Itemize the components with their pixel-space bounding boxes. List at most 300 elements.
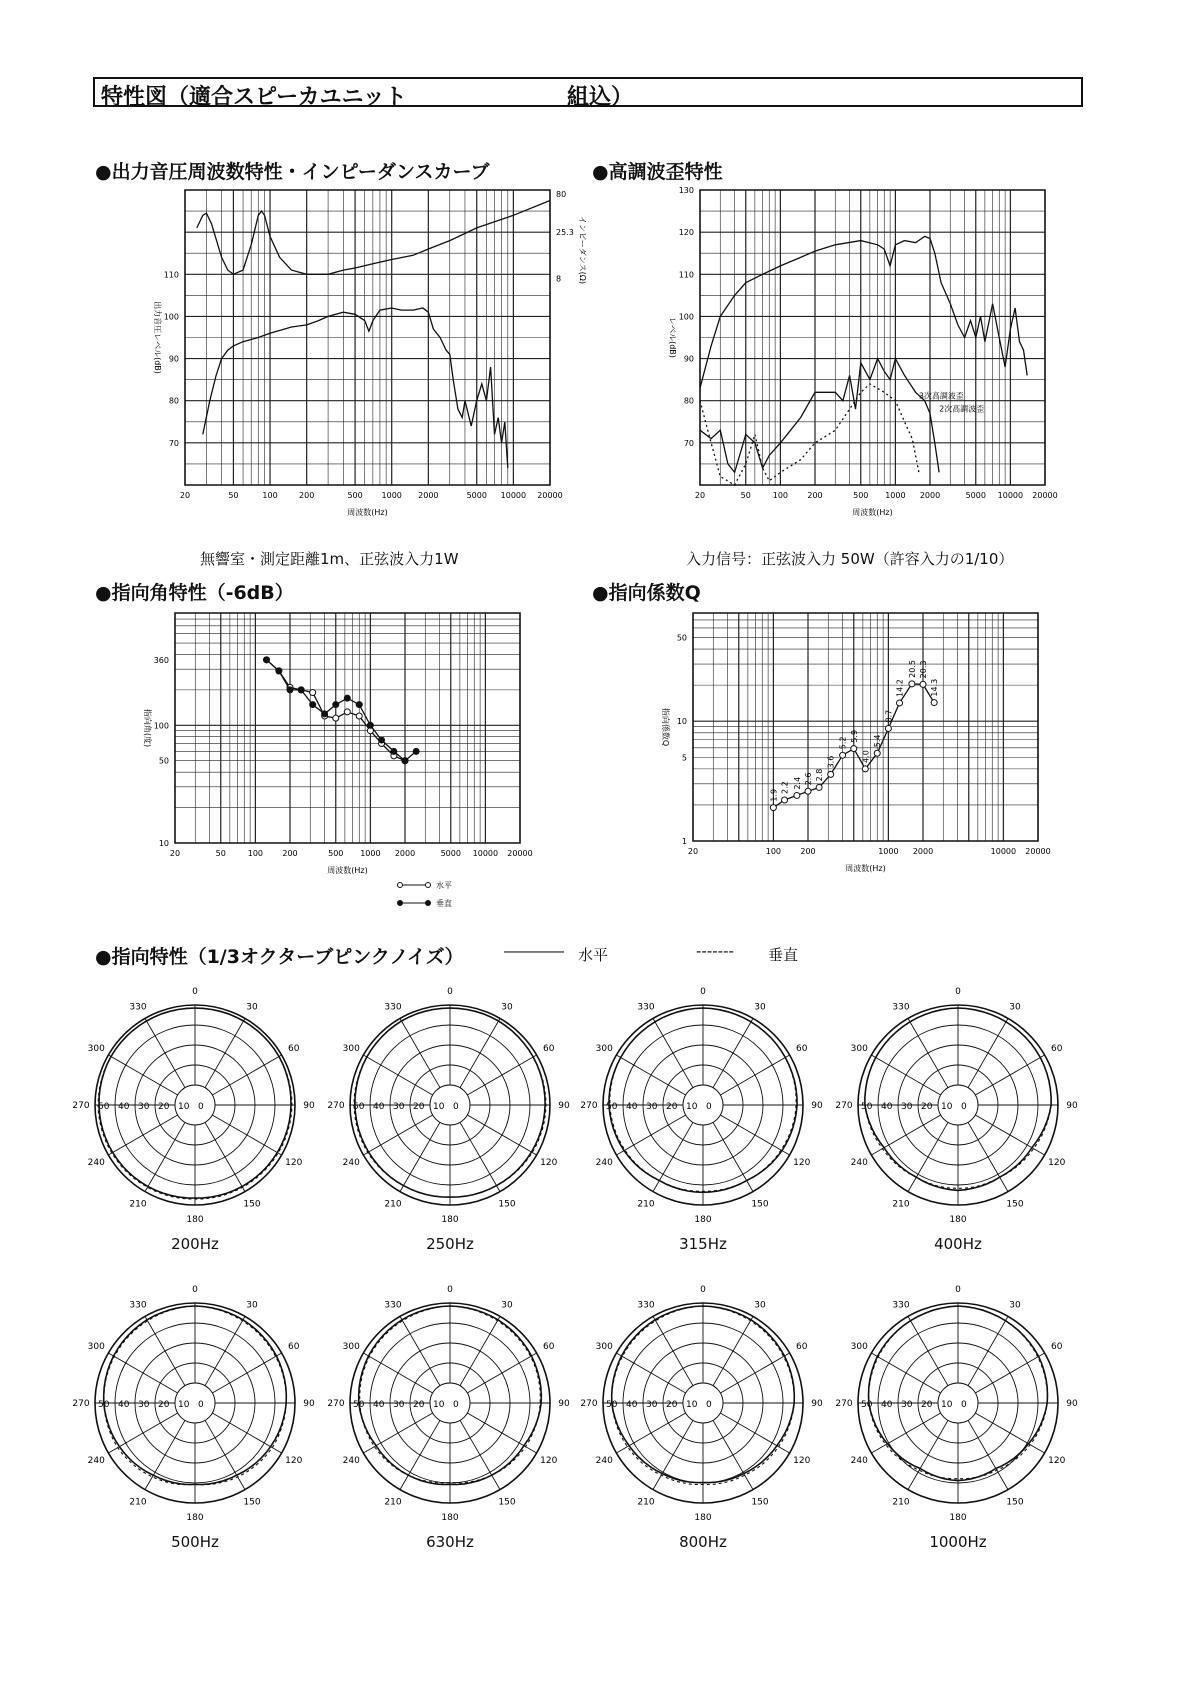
q-point (885, 725, 891, 731)
harmonic-chart (660, 180, 1100, 550)
polar-plot-200Hz (65, 975, 325, 1235)
q-grid (693, 613, 1038, 841)
freq_response-grid (185, 190, 550, 485)
polar-angle-label: 90 (811, 1399, 823, 1409)
q-data-label: 5.9 (849, 729, 859, 743)
polar-angle-label: 0 (955, 987, 961, 997)
polar-angle-label: 180 (694, 1513, 712, 1523)
polar-radial-label: 30 (646, 1400, 658, 1410)
polar-angle-label: 240 (87, 1456, 105, 1466)
polar-radial-label: 40 (373, 1102, 385, 1112)
polar-spoke (212, 1055, 281, 1095)
freq-response-chart (125, 180, 587, 550)
polar-angle-label: 30 (246, 1002, 258, 1013)
polar-angle-label: 0 (955, 1285, 961, 1295)
polar-radial-label: 10 (178, 1400, 190, 1410)
polar-radial-label: 20 (158, 1102, 170, 1112)
beamwidth-xtick-label: 2000 (394, 849, 416, 858)
polar-spoke (713, 1316, 753, 1385)
polar-angle-label: 240 (850, 1158, 868, 1168)
q-data-label: 2.4 (792, 776, 802, 790)
q-data-label: 2.2 (780, 781, 790, 794)
polar-frequency-label: 200Hz (171, 1235, 219, 1253)
polar-title: ●指向特性（1/3オクターブピンクノイズ） (95, 946, 464, 968)
polar-spoke (460, 1122, 500, 1191)
beamwidth-chart (145, 605, 565, 925)
polar-radial-label: 40 (118, 1102, 130, 1112)
beamwidth-series-1-point (413, 748, 419, 754)
polar-spoke (720, 1055, 789, 1095)
polar-angle-label: 30 (754, 1002, 766, 1013)
q-point (862, 766, 868, 772)
polar-angle-label: 0 (192, 1285, 198, 1295)
polar-radial-label: 30 (646, 1102, 658, 1112)
polar-spoke (653, 1018, 693, 1087)
polar-frequency-label: 250Hz (426, 1235, 474, 1253)
harmonic-caption: 入力信号：正弦波入力 50W（許容入力の1/10） (686, 550, 1014, 568)
beamwidth-xtick-label: 10000 (472, 849, 499, 858)
polar-spoke (616, 1055, 685, 1095)
polar-spoke (616, 1115, 685, 1155)
polar-angle-label: 240 (595, 1456, 613, 1466)
polar-angle-label: 90 (811, 1101, 823, 1111)
polar-angle-label: 240 (595, 1158, 613, 1168)
polar-spoke (713, 1420, 753, 1489)
q-xlabel: 周波数(Hz) (845, 864, 886, 873)
polar-plot-500Hz (65, 1273, 325, 1533)
q-ytick-label: 10 (676, 717, 687, 727)
polar-angle-label: 270 (72, 1101, 90, 1111)
polar-spoke (616, 1353, 685, 1393)
q-data-label: 2.6 (804, 772, 813, 786)
harmonic-ytick-label: 130 (678, 186, 694, 195)
polar-angle-label: 270 (580, 1101, 598, 1111)
polar-angle-label: 0 (447, 987, 453, 997)
polar-radial-label: 0 (706, 1400, 712, 1410)
polar-spoke (205, 1122, 245, 1191)
polar-spoke (467, 1353, 536, 1393)
harmonic-xtick-label: 2000 (919, 491, 941, 500)
polar-radial-label: 0 (453, 1102, 459, 1112)
q-title: ●指向係数Q (592, 582, 701, 604)
polar-angle-label: 330 (129, 1002, 147, 1013)
polar-spoke (713, 1018, 753, 1087)
polar-frequency-label: 630Hz (426, 1533, 474, 1551)
polar-plot-1000Hz (828, 1273, 1088, 1533)
beamwidth-legend-v-label: 垂直 (436, 899, 452, 908)
polar-angle-label: 210 (129, 1199, 147, 1210)
freq_response-ytick-label: 110 (163, 270, 179, 280)
harmonic-xtick-label: 50 (740, 491, 751, 500)
polar-angle-label: 0 (192, 987, 198, 997)
polar-angle-label: 120 (1048, 1158, 1066, 1168)
polar-angle-label: 0 (700, 1285, 706, 1295)
polar-angle-label: 60 (796, 1342, 808, 1352)
q-xtick-label: 100 (765, 847, 782, 856)
freq_response-series-1-line (197, 201, 550, 275)
beamwidth-xtick-label: 200 (282, 849, 298, 858)
polar-angle-label: 180 (186, 1215, 204, 1225)
beamwidth-series-1-line (267, 660, 417, 761)
polar-radial-label: 50 (606, 1102, 618, 1112)
polar-angle-label: 270 (327, 1101, 345, 1111)
freq-response-right-tick-label: 25.3 (556, 228, 574, 238)
polar-spoke (145, 1420, 185, 1489)
polar-legend-horizontal-line: ―――― (504, 942, 564, 960)
freq_response-xtick-label: 5000 (466, 491, 487, 500)
harmonic-ytick-label: 90 (683, 354, 694, 364)
polar-radial-label: 20 (921, 1102, 933, 1112)
polar-spoke (975, 1115, 1044, 1155)
polar-angle-label: 30 (1009, 1300, 1021, 1311)
polar-angle-label: 330 (384, 1300, 402, 1311)
q-data-label: 1.9 (769, 788, 779, 802)
q-point (794, 792, 800, 798)
polar-radial-label: 50 (98, 1102, 110, 1112)
q-point (897, 700, 903, 706)
polar-angle-label: 270 (835, 1101, 853, 1111)
beamwidth-series-0-point (310, 690, 316, 696)
beamwidth-grid (175, 613, 520, 843)
polar-radial-label: 10 (686, 1400, 698, 1410)
polar-spoke (363, 1055, 432, 1095)
polar-radial-label: 0 (961, 1400, 967, 1410)
polar-spoke (653, 1316, 693, 1385)
polar-angle-label: 150 (498, 1199, 516, 1210)
freq_response-ytick-label: 80 (168, 396, 179, 406)
polar-angle-label: 150 (751, 1497, 769, 1508)
polar-spoke (908, 1420, 948, 1489)
harmonic-xtick-label: 200 (807, 491, 823, 500)
polar-angle-label: 330 (637, 1300, 655, 1311)
polar-angle-label: 120 (285, 1456, 303, 1466)
polar-angle-label: 120 (793, 1158, 811, 1168)
polar-angle-label: 210 (892, 1199, 910, 1210)
beamwidth-series-0-point (344, 709, 350, 715)
q-point (805, 788, 811, 794)
polar-spoke (400, 1122, 440, 1191)
beamwidth-series-1-point (391, 748, 397, 754)
polar-angle-label: 120 (793, 1456, 811, 1466)
beamwidth-title: ●指向角特性（-6dB） (95, 582, 294, 604)
polar-angle-label: 300 (342, 1044, 360, 1054)
polar-angle-label: 240 (87, 1158, 105, 1168)
q-xtick-label: 10000 (990, 847, 1017, 856)
polar-angle-label: 90 (303, 1101, 315, 1111)
polar-frequency-label: 1000Hz (929, 1533, 987, 1551)
freq_response-ytick-label: 90 (168, 354, 179, 364)
polar-radial-label: 50 (861, 1400, 873, 1410)
q-chart (660, 605, 1100, 895)
beamwidth-xtick-label: 20 (169, 849, 181, 858)
polar-angle-label: 330 (129, 1300, 147, 1311)
polar-angle-label: 30 (1009, 1002, 1021, 1013)
polar-spoke (968, 1122, 1008, 1191)
polar-angle-label: 180 (694, 1215, 712, 1225)
freq_response-xtick-label: 20 (179, 491, 191, 500)
polar-spoke (145, 1018, 185, 1087)
polar-angle-label: 330 (892, 1300, 910, 1311)
harmonic-xlabel: 周波数(Hz) (852, 508, 893, 517)
polar-angle-label: 330 (384, 1002, 402, 1013)
polar-angle-label: 240 (342, 1456, 360, 1466)
polar-spoke (975, 1055, 1044, 1095)
polar-plot-400Hz (828, 975, 1088, 1235)
polar-spoke (400, 1018, 440, 1087)
harmonic-xtick-label: 20 (694, 491, 706, 500)
polar-angle-label: 180 (441, 1215, 459, 1225)
freq-response-right-ylabel: インピーダンス(Ω) (578, 216, 587, 284)
polar-radial-label: 20 (413, 1102, 425, 1112)
polar-spoke (975, 1413, 1044, 1453)
harmonic-xtick-label: 500 (853, 491, 869, 500)
polar-radial-label: 40 (626, 1400, 638, 1410)
freq-response-caption: 無響室・測定距離1m、正弦波入力1W (200, 550, 459, 568)
polar-spoke (363, 1115, 432, 1155)
polar-spoke (467, 1413, 536, 1453)
q-point (828, 771, 834, 777)
polar-radial-label: 40 (373, 1400, 385, 1410)
beamwidth-series-1-point (379, 737, 385, 743)
freq_response-xtick-label: 20000 (537, 491, 563, 500)
polar-spoke (720, 1115, 789, 1155)
beamwidth-legend-h-marker (426, 883, 431, 888)
harmonic-xtick-label: 10000 (997, 491, 1024, 500)
polar-radial-label: 50 (98, 1400, 110, 1410)
polar-angle-label: 240 (850, 1456, 868, 1466)
polar-angle-label: 150 (1006, 1497, 1024, 1508)
polar-radial-label: 20 (666, 1400, 678, 1410)
polar-radial-label: 40 (118, 1400, 130, 1410)
polar-angle-label: 90 (558, 1101, 570, 1111)
q-point (840, 752, 846, 758)
polar-frequency-label: 400Hz (934, 1235, 982, 1253)
polar-angle-label: 150 (1006, 1199, 1024, 1210)
polar-spoke (400, 1316, 440, 1385)
beamwidth-xtick-label: 5000 (440, 849, 461, 858)
beamwidth-series-1-point (322, 711, 328, 717)
q-xtick-label: 20000 (1025, 847, 1051, 856)
beamwidth-series-0-point (356, 713, 362, 719)
q-xtick-label: 2000 (912, 847, 934, 856)
beamwidth-series-1-point (310, 702, 316, 708)
polar-spoke (968, 1316, 1008, 1385)
q-ytick-label: 5 (681, 753, 687, 763)
polar-radial-label: 20 (413, 1400, 425, 1410)
freq_response-xtick-label: 10000 (500, 491, 527, 500)
polar-spoke (975, 1353, 1044, 1393)
polar-spoke (908, 1316, 948, 1385)
q-xtick-label: 1000 (878, 847, 899, 856)
beamwidth-legend-v-marker (398, 901, 403, 906)
freq_response-xtick-label: 50 (228, 491, 239, 500)
polar-radial-label: 40 (881, 1102, 893, 1112)
polar-angle-label: 90 (558, 1399, 570, 1409)
q-data-label: 14.2 (895, 679, 905, 697)
q-point (909, 681, 915, 687)
q-ytick-label: 50 (676, 633, 687, 643)
polar-spoke (871, 1353, 940, 1393)
polar-spoke (460, 1420, 500, 1489)
polar-radial-label: 40 (881, 1400, 893, 1410)
polar-radial-label: 50 (353, 1400, 365, 1410)
polar-plot-630Hz (320, 1273, 580, 1533)
polar-angle-label: 90 (1066, 1101, 1078, 1111)
harmonic-ytick-label: 110 (678, 270, 694, 280)
polar-spoke (616, 1413, 685, 1453)
beamwidth-xlabel: 周波数(Hz) (327, 866, 368, 875)
q-point (874, 750, 880, 756)
polar-angle-label: 180 (949, 1215, 967, 1225)
polar-spoke (205, 1018, 245, 1087)
polar-spoke (720, 1413, 789, 1453)
polar-angle-label: 120 (540, 1158, 558, 1168)
polar-spoke (363, 1413, 432, 1453)
polar-angle-label: 0 (700, 987, 706, 997)
freq_response-xtick-label: 1000 (381, 491, 402, 500)
polar-spoke (871, 1115, 940, 1155)
q-data-label: 14.3 (930, 678, 940, 697)
polar-angle-label: 90 (303, 1399, 315, 1409)
freq_response-xtick-label: 2000 (418, 491, 439, 500)
polar-legend-vertical: 垂直 (768, 946, 799, 964)
header-title-right: 組込） (567, 85, 634, 110)
beamwidth-xtick-label: 1000 (360, 849, 381, 858)
beamwidth-legend-h-label: 水平 (436, 881, 452, 890)
q-data-label: 5.2 (838, 736, 848, 750)
beamwidth-xtick-label: 500 (328, 849, 344, 858)
polar-angle-label: 180 (949, 1513, 967, 1523)
polar-angle-label: 300 (850, 1044, 868, 1054)
polar-angle-label: 60 (288, 1342, 300, 1352)
polar-angle-label: 150 (243, 1497, 261, 1508)
polar-radial-label: 0 (961, 1102, 967, 1112)
beamwidth-legend-h-marker (398, 883, 403, 888)
beamwidth-frame (175, 613, 520, 843)
harmonic-series-1-line (700, 359, 939, 473)
polar-radial-label: 20 (158, 1400, 170, 1410)
polar-angle-label: 210 (384, 1497, 402, 1508)
freq_response-xtick-label: 100 (262, 491, 278, 500)
q-data-label: 2.8 (815, 768, 825, 782)
polar-spoke (467, 1055, 536, 1095)
polar-angle-label: 60 (543, 1044, 555, 1054)
polar-spoke (108, 1353, 177, 1393)
q-point (782, 797, 788, 803)
page-header (93, 77, 1083, 110)
polar-radial-label: 0 (453, 1400, 459, 1410)
q-data-label: 3.6 (826, 755, 836, 769)
polar-angle-label: 60 (1051, 1044, 1063, 1054)
beamwidth-series-1-point (356, 702, 362, 708)
beamwidth-xtick-label: 50 (215, 849, 226, 858)
freq_response-ylabel: 出力音圧レベル(dB) (153, 301, 162, 374)
freq_response-xtick-label: 200 (299, 491, 315, 500)
harmonic-title: ●高調波歪特性 (592, 161, 723, 183)
polar-radial-label: 10 (686, 1102, 698, 1112)
beamwidth-series-1-point (264, 657, 270, 663)
freq-response-right-tick-label: 80 (556, 190, 567, 200)
polar-angle-label: 300 (87, 1342, 105, 1352)
freq_response-xlabel: 周波数(Hz) (347, 508, 388, 517)
q-data-label: 20.3 (919, 660, 928, 679)
beamwidth-series-1-point (333, 702, 339, 708)
polar-angle-label: 210 (637, 1497, 655, 1508)
polar-angle-label: 120 (540, 1456, 558, 1466)
beamwidth-series-1-point (276, 668, 282, 674)
polar-angle-label: 150 (751, 1199, 769, 1210)
q-xtick-label: 200 (800, 847, 816, 856)
q-data-label: 8.7 (884, 709, 894, 723)
polar-spoke (205, 1316, 245, 1385)
polar-spoke (212, 1353, 281, 1393)
q-ytick-label: 1 (681, 837, 687, 846)
polar-angle-label: 60 (1051, 1342, 1063, 1352)
polar-spoke (108, 1115, 177, 1155)
polar-plot-315Hz (573, 975, 833, 1235)
polar-angle-label: 90 (1066, 1399, 1078, 1409)
beamwidth-series-1-point (402, 758, 408, 764)
polar-frequency-label: 800Hz (679, 1533, 727, 1551)
freq-response-title: ●出力音圧周波数特性・インピーダンスカーブ (95, 161, 490, 183)
freq_response-xtick-label: 500 (347, 491, 363, 500)
q-ylabel: 指向係数Q (661, 707, 670, 747)
polar-spoke (871, 1413, 940, 1453)
polar-angle-label: 270 (835, 1399, 853, 1409)
beamwidth-ytick-label: 50 (158, 756, 169, 766)
polar-angle-label: 60 (288, 1044, 300, 1054)
polar-angle-label: 210 (892, 1497, 910, 1508)
polar-radial-label: 30 (138, 1102, 150, 1112)
polar-plot-250Hz (320, 975, 580, 1235)
polar-radial-label: 10 (941, 1400, 953, 1410)
polar-angle-label: 150 (243, 1199, 261, 1210)
polar-spoke (460, 1316, 500, 1385)
polar-angle-label: 120 (1048, 1456, 1066, 1466)
polar-angle-label: 240 (342, 1158, 360, 1168)
beamwidth-legend-v-marker (426, 901, 431, 906)
polar-plot-800Hz (573, 1273, 833, 1533)
beamwidth-series-1-point (344, 695, 350, 701)
polar-spoke (908, 1018, 948, 1087)
polar-angle-label: 300 (342, 1342, 360, 1352)
polar-spoke (460, 1018, 500, 1087)
q-point (920, 681, 926, 687)
harmonic-ytick-label: 100 (678, 312, 694, 322)
polar-angle-label: 30 (754, 1300, 766, 1311)
polar-radial-label: 30 (901, 1102, 913, 1112)
harmonic-xtick-label: 20000 (1032, 491, 1058, 500)
polar-angle-label: 0 (447, 1285, 453, 1295)
polar-spoke (968, 1420, 1008, 1489)
polar-angle-label: 330 (637, 1002, 655, 1013)
polar-spoke (145, 1122, 185, 1191)
polar-radial-label: 10 (178, 1102, 190, 1112)
polar-spoke (205, 1420, 245, 1489)
beamwidth-ytick-label: 10 (158, 839, 169, 848)
polar-radial-label: 0 (706, 1102, 712, 1112)
polar-angle-label: 210 (384, 1199, 402, 1210)
q-frame (693, 613, 1038, 841)
polar-radial-label: 50 (861, 1102, 873, 1112)
polar-angle-label: 180 (186, 1513, 204, 1523)
polar-radial-label: 30 (393, 1102, 405, 1112)
q-point (770, 805, 776, 811)
polar-radial-label: 40 (626, 1102, 638, 1112)
harmonic-ytick-label: 80 (683, 396, 694, 406)
polar-spoke (467, 1115, 536, 1155)
harmonic-ytick-label: 120 (678, 228, 694, 238)
